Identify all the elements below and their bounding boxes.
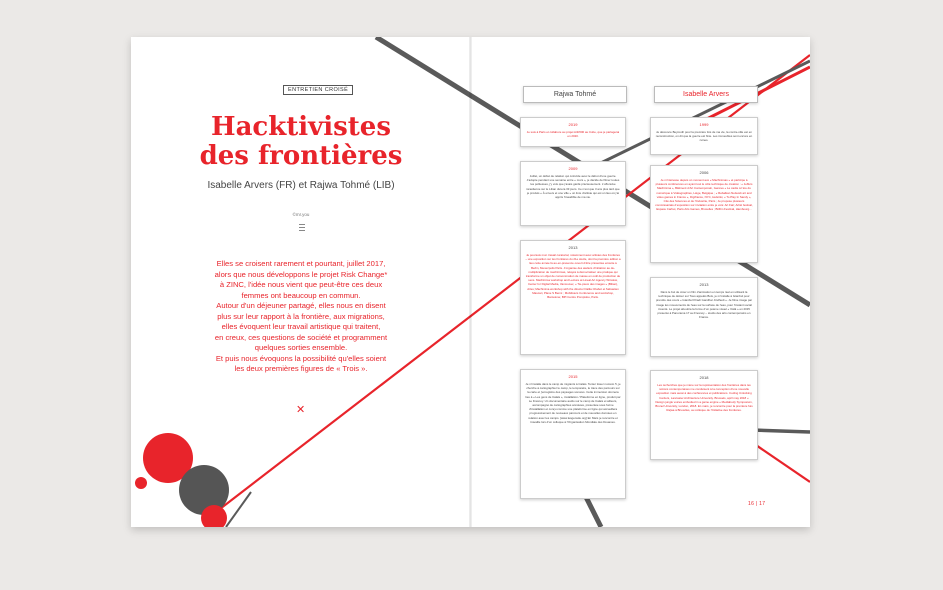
card-text: Je suis à Paris et collabore au projet A/Z/000 au Cube, que je partagerai en 2020. (526, 130, 620, 139)
timeline-card-isabelle-2013 (650, 277, 758, 357)
title-line-1: Hacktivistes (211, 112, 391, 142)
intro-line: Et puis nous évoquons la possibilité qu'elles soient (215, 353, 387, 363)
card-text: Je découvre Beyrouth pour la première fois de ma vie, la contre-ville est en reconstruction, on dit que la guerre est finie. Les immeubles sont encore en ruines. (655, 130, 753, 143)
intro-line: femmes ont beaucoup en commun. (241, 290, 361, 300)
card-year: 2013 (568, 245, 578, 250)
photo-credit: ©mr.you (292, 212, 310, 217)
card-year: 2015 (568, 374, 578, 379)
title-line-2: des frontières (199, 141, 403, 171)
red-circle-small (201, 505, 227, 527)
card-text: Les recherches que je mène sur la représentation des frontières dans les notions contemporaines me conduisent à la conception d'une nouvelle exposition mais aussi à des conférences et publications. Coding Unlocking borders, Lancaster Architecture University. Brussels, april may 2018 « Design jungle voices embodied in a game engine » Mediabody Symposium, Brunel University, London, 2018. En mars, je rencontre pour la première fois Rajwa à Bruxelles, au colloque de l'Initiative des frontières. (655, 383, 753, 413)
intro-line: elles évoquent leur travail artistique qui traitent, (221, 322, 381, 331)
intro-line: quelques sorties ensemble. (254, 343, 348, 352)
card-year: 2006 (699, 170, 709, 175)
card-year: 2013 (699, 282, 709, 287)
card-year: 1999 (699, 122, 709, 127)
timeline-card-rajwa-2015 (520, 369, 626, 499)
magazine-spread (131, 37, 810, 527)
timeline-card-isabelle-2018 (650, 370, 758, 460)
menu-icon (299, 224, 305, 231)
card-year: 2018 (699, 375, 709, 380)
close-icon: ✕ (296, 404, 306, 416)
card-text: Je poursuis mon travail curatorial, notamment avec artistes des frontières – une exposition sur les frontières du 21e siècle, dont la première édition a lieu cette année là au-en-presence ouvert d'être présentée ensuite à Berlin, Menezpolis Paris. J'organise des ateliers d'initiation au de-multiplication de machinimas, relayés à démocratiser une pratique qui transforme un objet de consommation de masse en outil de production de sens. Machinima workshop and Lecture at Lineal Art Agency Winslow, Center for Digital Media, Vancouver, « Tie-pieux des images » (Biban), Arles; Machinima workshop with the director Dalila Chabot et Sébastien Mascari, Plane S Benni ; Mobilisiers Conference and workshop, Barcelone; BPI Centre Pompidou, Paris. (525, 253, 621, 300)
column-header-rajwa: Rajwa Tohmé (523, 86, 627, 103)
timeline-card-isabelle-2006 (650, 165, 758, 263)
card-year: 2019 (568, 122, 578, 127)
intro-line: Autour d'un déjeuner partagé, elles nous en disent (216, 301, 386, 310)
intro-paragraph (201, 259, 401, 375)
timeline-card-rajwa-2013 (520, 240, 626, 355)
timeline-card-rajwa-2009 (520, 161, 626, 226)
section-tag: ENTRETIEN CROISÉ (283, 85, 353, 95)
article-title (191, 113, 411, 171)
card-year: 2009 (568, 166, 578, 171)
card-text: Dans le but de créer un film d'animation en temps réel en utilisant la technique de détour sur Tous appelés Bois, je m'installe à Istanbul pour prendre des cours « Istanbul Khadi Gandhar Jindhedi ». Je filme image par image les mouvements de l'eau sur la surface de l'eau, pour l'instant social inventé. Le projet aboutira la forme d'un poème visuel « Voilà » en 2015 présenté à Panorama 17 au Fresnoy – studio des arts contemporains en France. (655, 290, 753, 320)
timeline-card-isabelle-1999 (650, 117, 758, 155)
timeline-card-rajwa-2019 (520, 117, 626, 147)
card-text: Juillet, un début de relation qui coïncide avec le début d'une guerre. J'adopte pendant une semaine entre « murs », je décide de filmer toutes les politesses, j'y vois que j'avais gardé précieusement. L'offensive israélienne sur le Liban durera 33 jours. Ce n'est que 3 ans plus tard que je produis « À envers et une ville » un livre d'artiste qui est un lieu où j'ai appris l'inaudible de ma vie. (526, 174, 620, 200)
intro-line: en creux, ces questions de société et programment (214, 332, 388, 342)
column-header-isabelle: Isabelle Arvers (654, 86, 758, 103)
card-text: Je m'intéresse depuis un moment aux « Machinimas » et participe à plusieurs conférences en ayant tout le côté technique de création : « Jeffers Machinima », Bâtiment d'Art Contemporain, Genève « Le cadre à l'ère du numérique à Vidéographies, Liège, Belgique ; « Rebalkan Network art and video games in France », Digifrance, NYC, Helsinki, « To Play In Sandy », Cité des Sciences et de l'Industrie, Paris ; Je propose plusieurs commissariats d'exposition sur invitation entre je vois: Art Fair; Artist festival, Espace Carbet, Paris Arts Games, Bruxelles ; Bitfilm Festival, Hambourg... (655, 178, 753, 212)
intro-line: alors que nous développons le projet Risk Change* (214, 269, 388, 279)
page-gutter (469, 37, 472, 527)
article-subtitle: Isabelle Arvers (FR) et Rajwa Tohmé (LIB) (207, 180, 395, 191)
red-circle-tiny (135, 477, 147, 489)
intro-line: plus sur leur rapport à la frontière, aux migrations, (217, 311, 385, 321)
intro-line: à ZINC, l'idée nous vient que peut-être ces deux (219, 280, 383, 289)
intro-line: les deux premières figures de « Trois ». (234, 364, 368, 373)
page-numbers: 16 | 17 (748, 501, 766, 507)
card-text: Je m'installe dans le camp de migrants à Calais. Tenter tisser numéro 5, je cherche à cartographier le camp, le temporaire, le trace des parcours sur la carte et j'enregistre des paysages sonores. Cette immersion donnera lieu à « Les gens de Calais », installation / Plateforme en ligne, produit par Le Fresnoy. Un documentaire audio sur le camp de Calais et ailleurs, accompagné de cartographies annotées, présentée sous forme d'installation et conçu comme une plateforme en ligne qui accueillera progressivement de nouveaux parcours et de nouvelles données en relation avec les camps. [www.lesgensde.org] En Mars je rencontre et travaille lors d'un colloque à l'Organisation Mondiale des Douanes. (525, 382, 621, 424)
intro-line: Elles se croisent rarement et pourtant, juillet 2017, (216, 259, 386, 268)
